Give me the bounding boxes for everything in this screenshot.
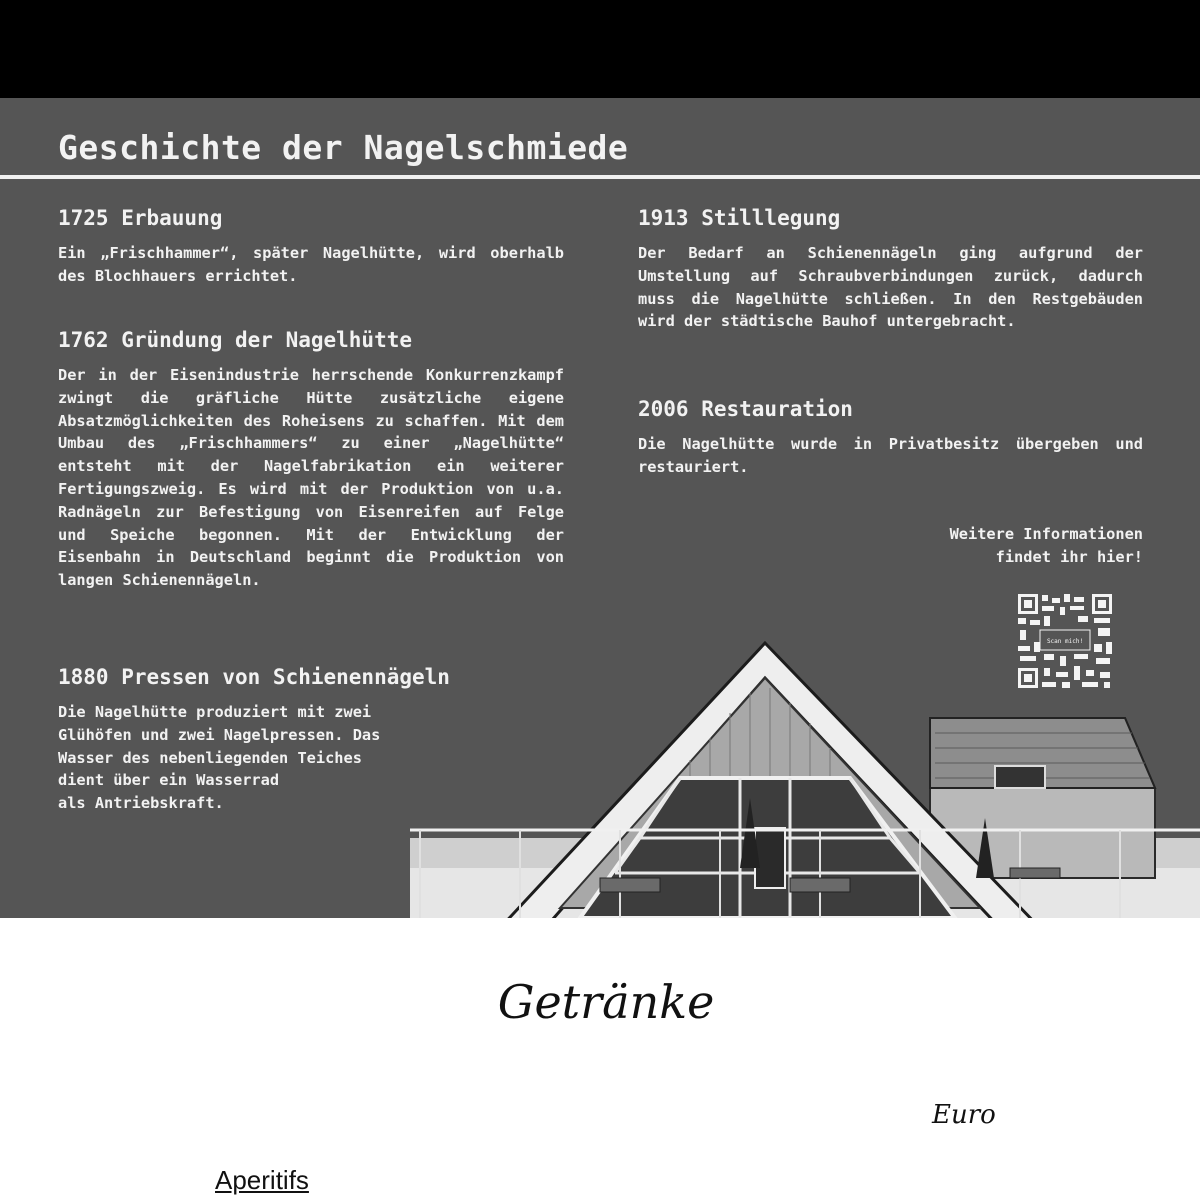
history-panel: [0, 98, 1200, 918]
section-text: Der in der Eisenindustrie herrschende Konkurrenzkampf zwingt die gräfliche Hütte zusätzliche eigene Absatzmöglichkeiten des Roheisens zu schaffen. Mit dem Umbau des „Frischhammers“ zu einer „Nagelhütte“ entsteht mit der Nagelfabrikation ein weiterer Fertigungszweig. Es wird mit der Produktion von u.a. Radnägeln zur Befestigung von Eisenreifen auf Felge und Speiche begonnen. Mit der Entwicklung der Eisenbahn in Deutschland beginnt die Produktion von langen Schienennägeln.: [58, 366, 564, 590]
top-black-bar: [0, 0, 1200, 98]
section-heading: 1913 Stilllegung: [638, 206, 841, 230]
menu-category-aperitifs: Aperitifs: [215, 1165, 309, 1195]
building-photo: [410, 538, 1200, 918]
section-1913: [638, 206, 1143, 333]
section-text: Die Nagelhütte produziert mit zwei Glühöfen und zwei Nagelpressen. Das Wasser des nebenliegenden Teiches dient über ein Wasserrad als Antriebskraft.: [58, 703, 381, 813]
menu-section-title: Getränke: [497, 975, 715, 1029]
section-text: Ein „Frischhammer“, später Nagelhütte, wird oberhalb des Blochhauers errichtet.: [58, 244, 564, 285]
qr-caption: Scan mich!: [1046, 638, 1084, 645]
page-title: Geschichte der Nagelschmiede: [58, 128, 629, 167]
section-1725: [58, 206, 564, 288]
more-info-line-2: findet ihr hier!: [995, 547, 1143, 566]
section-text: Der Bedarf an Schienennägeln ging aufgrund der Umstellung auf Schraubverbindungen zurück, dadurch muss die Nagelhütte schließen. In den Restgebäuden wird der städtische Bauhof untergebracht.: [638, 244, 1143, 331]
section-2006: [638, 397, 1143, 479]
title-divider: [0, 175, 1200, 179]
section-heading: 2006 Restauration: [638, 397, 853, 421]
section-heading: 1762 Gründung der Nagelhütte: [58, 328, 413, 352]
section-heading: 1880 Pressen von Schienennägeln: [58, 665, 450, 689]
section-heading: 1725 Erbauung: [58, 206, 223, 230]
more-info-line-1: Weitere Informationen: [949, 525, 1143, 543]
currency-column-header: Euro: [932, 1100, 996, 1130]
section-text: Die Nagelhütte wurde in Privatbesitz übergeben und restauriert.: [638, 435, 1143, 476]
